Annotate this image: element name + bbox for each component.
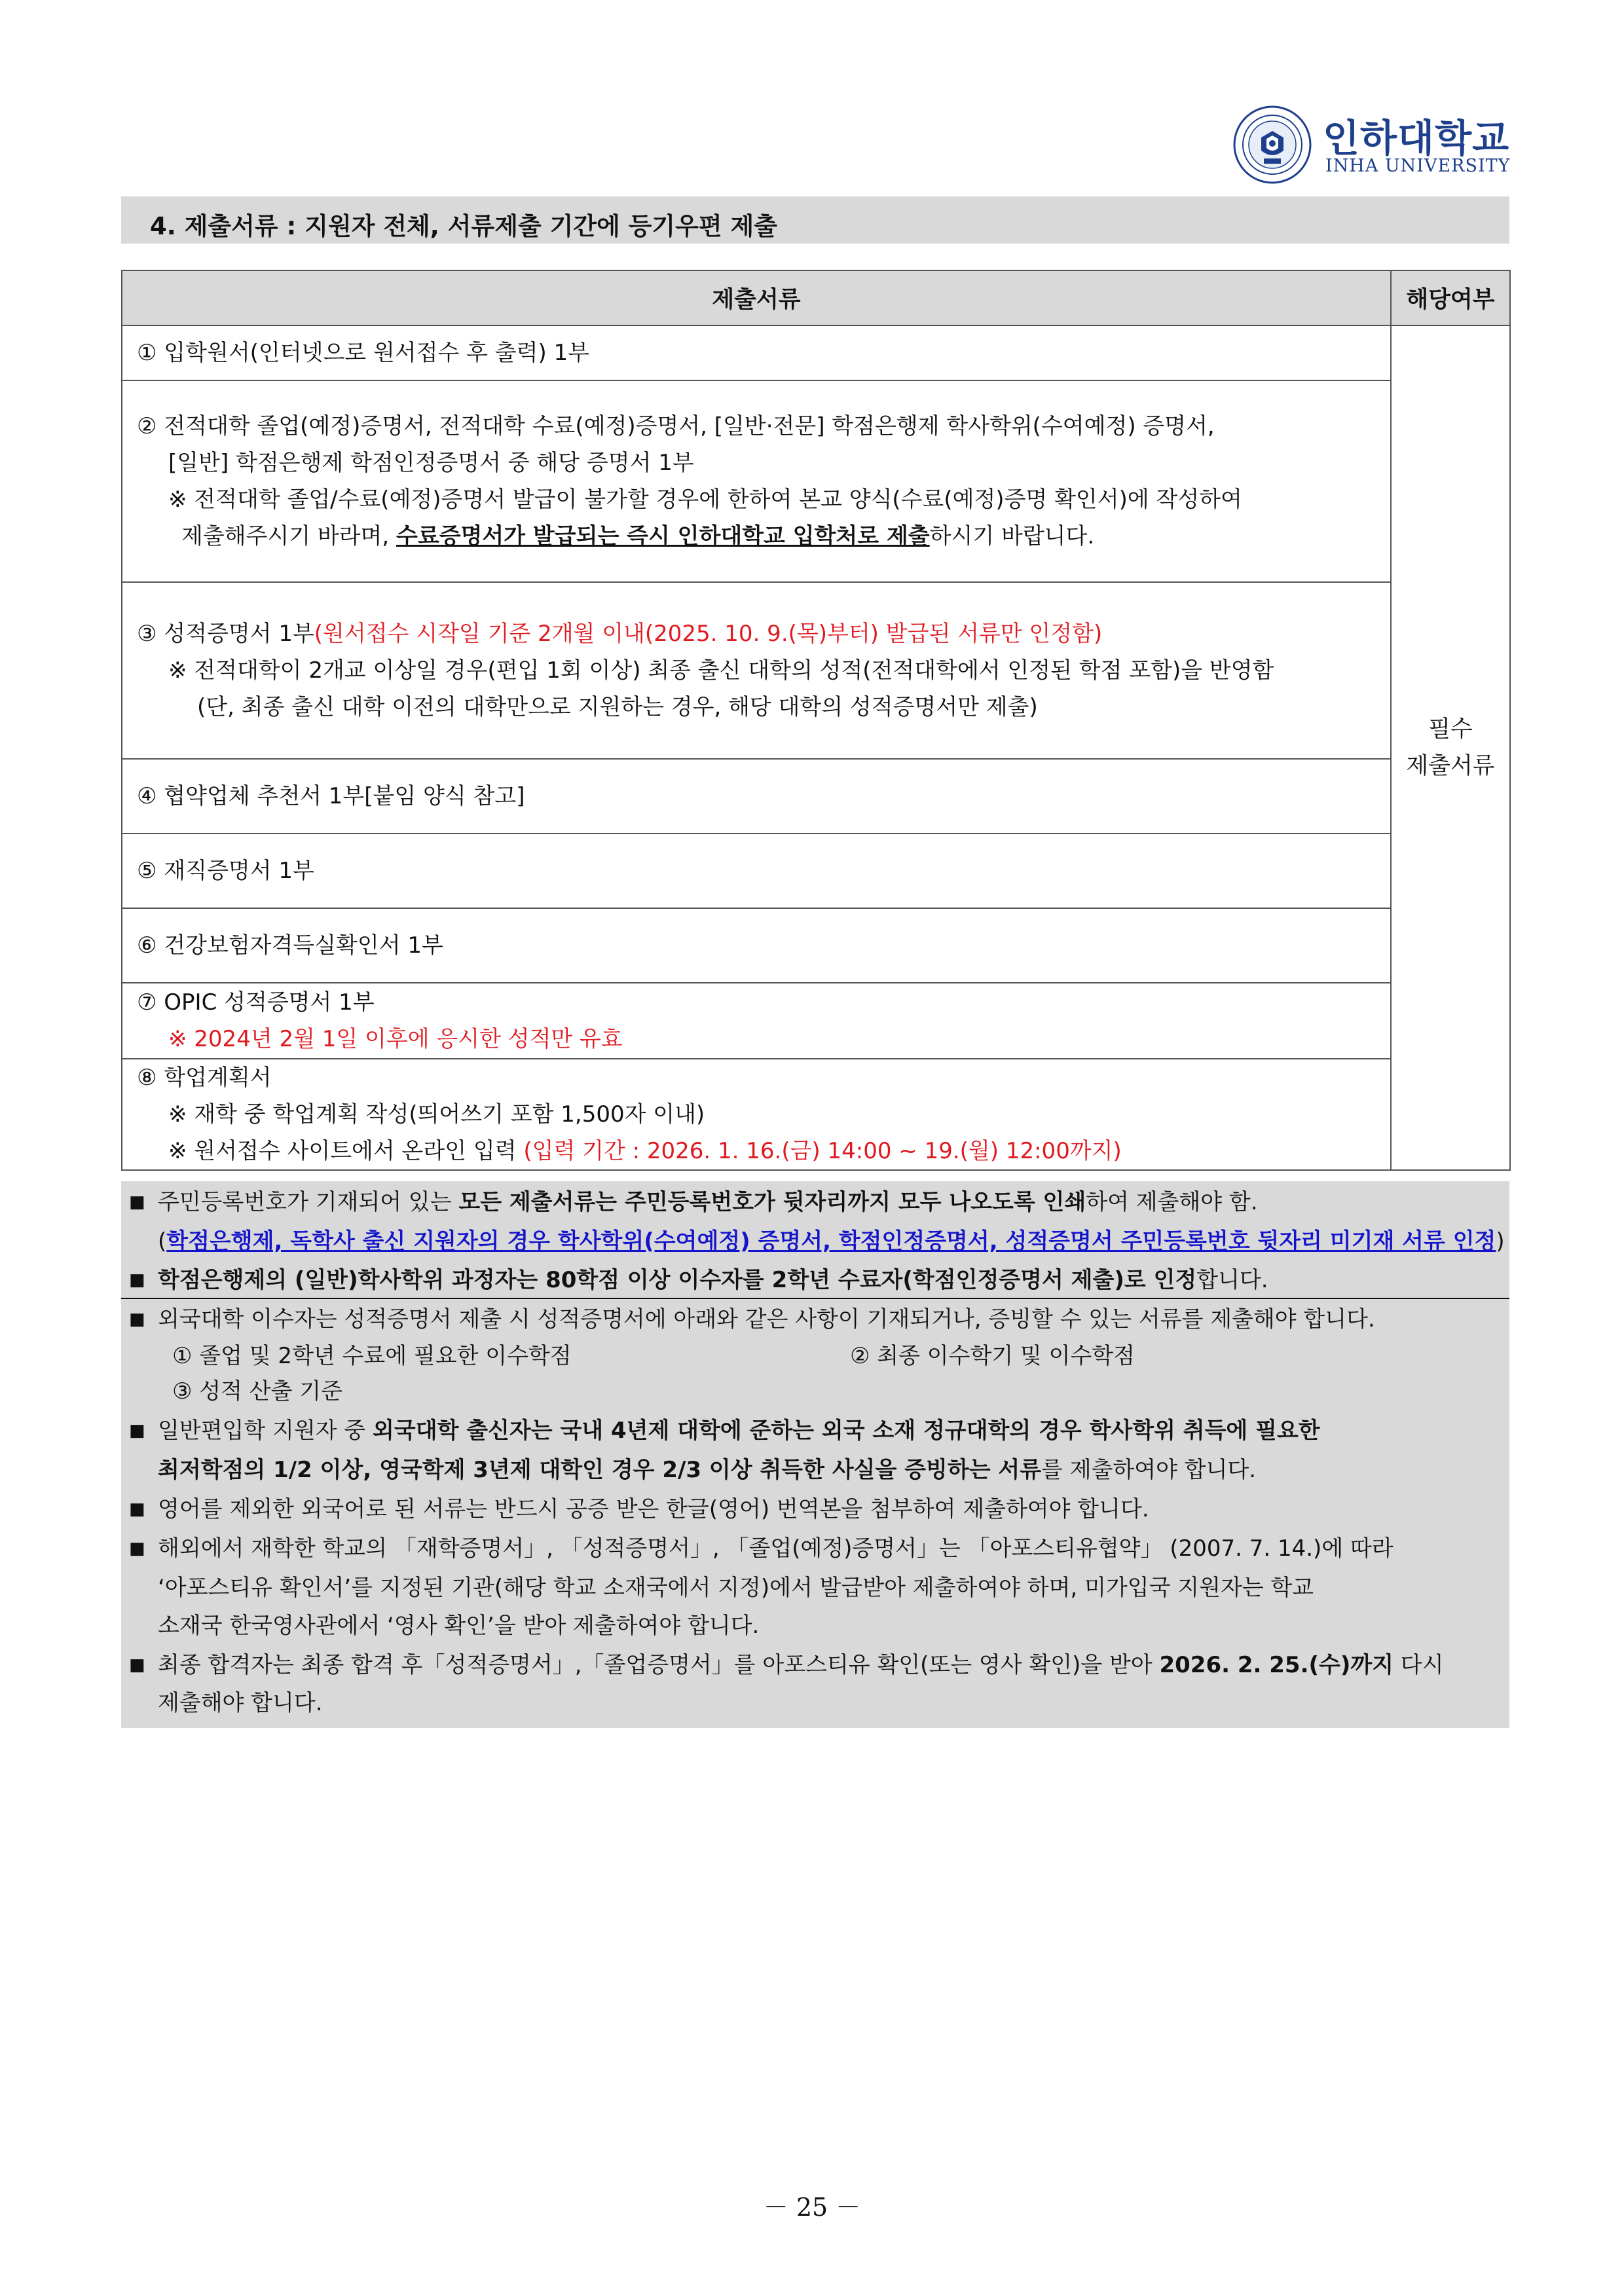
bullet-icon: ■	[129, 1421, 145, 1441]
row-note-text: 제출해주시기 바라며,	[181, 523, 397, 549]
documents-table	[121, 270, 1511, 1171]
note-text: 최종 합격자는 최종 합격 후「성적증명서」,「졸업증명서」를 아포스티유 확인(또는 영사 확인)을 받아	[158, 1652, 1160, 1678]
section-title-band	[121, 196, 1509, 244]
row-recommendation: ④ 협약업체 추천서 1부[붙임 양식 참고]	[137, 783, 525, 809]
bullet-icon: ■	[129, 1310, 145, 1329]
notes-box-resident-number	[121, 1181, 1509, 1299]
bullet-icon: ■	[129, 1655, 145, 1675]
note-apostille-line1: 해외에서 재학한 학교의 「재학증명서」, 「성적증명서」, 「졸업(예정)증명서」는 「아포스티유협약」 (2007. 7. 14.)에 따라	[158, 1535, 1393, 1562]
note-final-admission-cont: 제출해야 합니다.	[158, 1690, 323, 1716]
note-emphasis: 외국대학 출신자는 국내 4년제 대학에 준하는 외국 소재 정규대학의 경우 학사학위 취득에 필요한	[373, 1418, 1320, 1444]
note-text: 다시	[1393, 1652, 1444, 1678]
note-emphasis: 최저학점의 1/2 이상, 영국학제 3년제 대학인 경우 2/3 이상 취득한 사실을 증빙하는 서류	[158, 1457, 1042, 1483]
table-row	[122, 1059, 1510, 1170]
row-text: ⑦ OPIC 성적증명서 1부	[137, 989, 375, 1016]
table-row	[122, 759, 1510, 834]
table-row	[122, 380, 1510, 582]
table-row	[122, 834, 1510, 908]
section-title: 4. 제출서류 : 지원자 전체, 서류제출 기간에 등기우편 제출	[150, 212, 778, 240]
row-opic	[122, 984, 1390, 1057]
bullet-icon: ■	[129, 1499, 145, 1519]
bullet-icon: ■	[129, 1539, 145, 1558]
row-note-red: ※ 2024년 2월 1일 이후에 응시한 성적만 유효	[168, 1026, 623, 1052]
bullet-icon: ■	[129, 1192, 145, 1212]
note-foreign-item-2: ② 최종 이수학기 및 이수학점	[850, 1343, 1135, 1369]
note-general-transfer	[158, 1417, 1320, 1444]
row-note: (단, 최종 출신 대학 이전의 대학만으로 지원하는 경우, 해당 대학의 성적증명서만 제출)	[197, 694, 1038, 720]
note-translation: 영어를 제외한 외국어로 된 서류는 반드시 공증 받은 한글(영어) 번역본을 첨부하여 제출하여야 합니다.	[158, 1496, 1149, 1522]
university-name-english: INHA UNIVERSITY	[1325, 156, 1511, 176]
note-general-transfer-cont	[158, 1456, 1256, 1484]
note-emphasis: 학점은행제의 (일반)학사학위 과정자는 80학점 이상 이수자를 2학년 수료자(학점인정증명서 제출)로 인정	[158, 1267, 1197, 1293]
header-documents: 제출서류	[122, 270, 1391, 325]
note-text: 일반편입학 지원자 중	[158, 1418, 373, 1444]
note-emphasis: 2026. 2. 25.(수)까지	[1159, 1652, 1394, 1678]
table-row	[122, 908, 1510, 983]
row-note: ※ 전적대학 졸업/수료(예정)증명서 발급이 불가할 경우에 한하여 본교 양식(수료(예정)증명 확인서)에 작성하여	[168, 487, 1242, 513]
note-apostille-line3: 소재국 한국영사관에서 ‘영사 확인’을 받아 제출하여야 합니다.	[158, 1613, 760, 1639]
note-blue-emphasis: 학점은행제, 독학사 출신 지원자의 경우 학사학위(수여예정) 증명서, 학점인정증명서, 성적증명서 주민등록번호 뒷자리 미기재 서류 인정	[166, 1228, 1496, 1255]
required-label-line1: 필수	[1428, 716, 1473, 743]
row-note	[137, 518, 1376, 555]
row-note: ※ 재학 중 학업계획 작성(띄어쓰기 포함 1,500자 이내)	[168, 1101, 705, 1128]
note-text: )	[1496, 1228, 1505, 1255]
required-documents-cell	[1391, 325, 1510, 1170]
row-employment-certificate: ⑤ 재직증명서 1부	[137, 858, 314, 884]
row-study-plan	[122, 1059, 1390, 1169]
row-application-form: ① 입학원서(인터넷으로 원서접수 후 출력) 1부	[137, 340, 590, 366]
note-apostille-line2: ‘아포스티유 확인서’를 지정된 기관(해당 학교 소재국에서 지정)에서 발급받아 제출하여야 하며, 미가입국 지원자는 학교	[158, 1575, 1314, 1601]
page-number: － 25 －	[763, 2193, 861, 2222]
note-emphasis: 모든 제출서류는 주민등록번호가 뒷자리까지 모두 나오도록 인쇄	[458, 1189, 1086, 1215]
row-note-text: 하시기 바랍니다.	[929, 523, 1095, 549]
row-transcript	[122, 615, 1390, 725]
note-text: (	[158, 1228, 167, 1255]
table-row	[122, 582, 1510, 759]
note-final-admission	[158, 1651, 1444, 1679]
row-health-insurance: ⑥ 건강보험자격득실확인서 1부	[137, 932, 443, 959]
row-text: [일반] 학점은행제 학점인정증명서 중 해당 증명서 1부	[168, 450, 694, 476]
note-resident-number-exception	[158, 1228, 1505, 1255]
header-applicability: 해당여부	[1391, 270, 1510, 325]
note-foreign-item-1: ① 졸업 및 2학년 수료에 필요한 이수학점	[172, 1343, 572, 1369]
row-note	[137, 1133, 1376, 1169]
row-note: ※ 전적대학이 2개교 이상일 경우(편입 1회 이상) 최종 출신 대학의 성적(전적대학에서 인정된 학점 포함)을 반영함	[168, 657, 1274, 684]
required-label-line2: 제출서류	[1406, 753, 1495, 779]
bullet-icon: ■	[129, 1270, 145, 1290]
table-row	[122, 983, 1510, 1059]
row-note-emphasis: 수료증명서가 발급되는 즉시 인하대학교 입학처로 제출	[396, 523, 930, 549]
note-foreign-transcript: 외국대학 이수자는 성적증명서 제출 시 성적증명서에 아래와 같은 사항이 기재되거나, 증빙할 수 있는 서류를 제출해야 합니다.	[158, 1306, 1375, 1332]
table-header-row	[122, 270, 1510, 325]
university-name-korean: 인하대학교	[1323, 116, 1510, 160]
row-text: ② 전적대학 졸업(예정)증명서, 전적대학 수료(예정)증명서, [일반·전문] 학점은행제 학사학위(수여예정) 증명서,	[137, 413, 1215, 439]
table-row	[122, 325, 1510, 380]
note-credit-bank	[158, 1266, 1268, 1294]
university-logo	[1232, 105, 1521, 190]
row-graduation-certificate	[122, 408, 1390, 555]
note-text: 주민등록번호가 기재되어 있는	[158, 1189, 459, 1215]
notes-box-foreign	[121, 1299, 1509, 1728]
row-text-main: ③ 성적증명서 1부	[137, 621, 314, 647]
note-resident-number	[158, 1188, 1258, 1216]
university-seal-icon	[1232, 105, 1312, 185]
note-text: 하여 제출해야 함.	[1086, 1189, 1258, 1215]
note-foreign-item-3: ③ 성적 산출 기준	[172, 1378, 342, 1405]
row-note-red: (입력 기간 : 2026. 1. 16.(금) 14:00 ~ 19.(월) 12:00까지)	[523, 1138, 1122, 1164]
row-text: ⑧ 학업계획서	[137, 1065, 272, 1091]
note-text: 합니다.	[1196, 1267, 1268, 1293]
row-text	[137, 615, 1376, 652]
row-text-red: (원서접수 시작일 기준 2개월 이내(2025. 10. 9.(목)부터) 발급된 서류만 인정함)	[314, 621, 1103, 647]
note-text: 를 제출하여야 합니다.	[1041, 1457, 1257, 1483]
row-note-text: ※ 원서접수 사이트에서 온라인 입력	[168, 1138, 524, 1164]
